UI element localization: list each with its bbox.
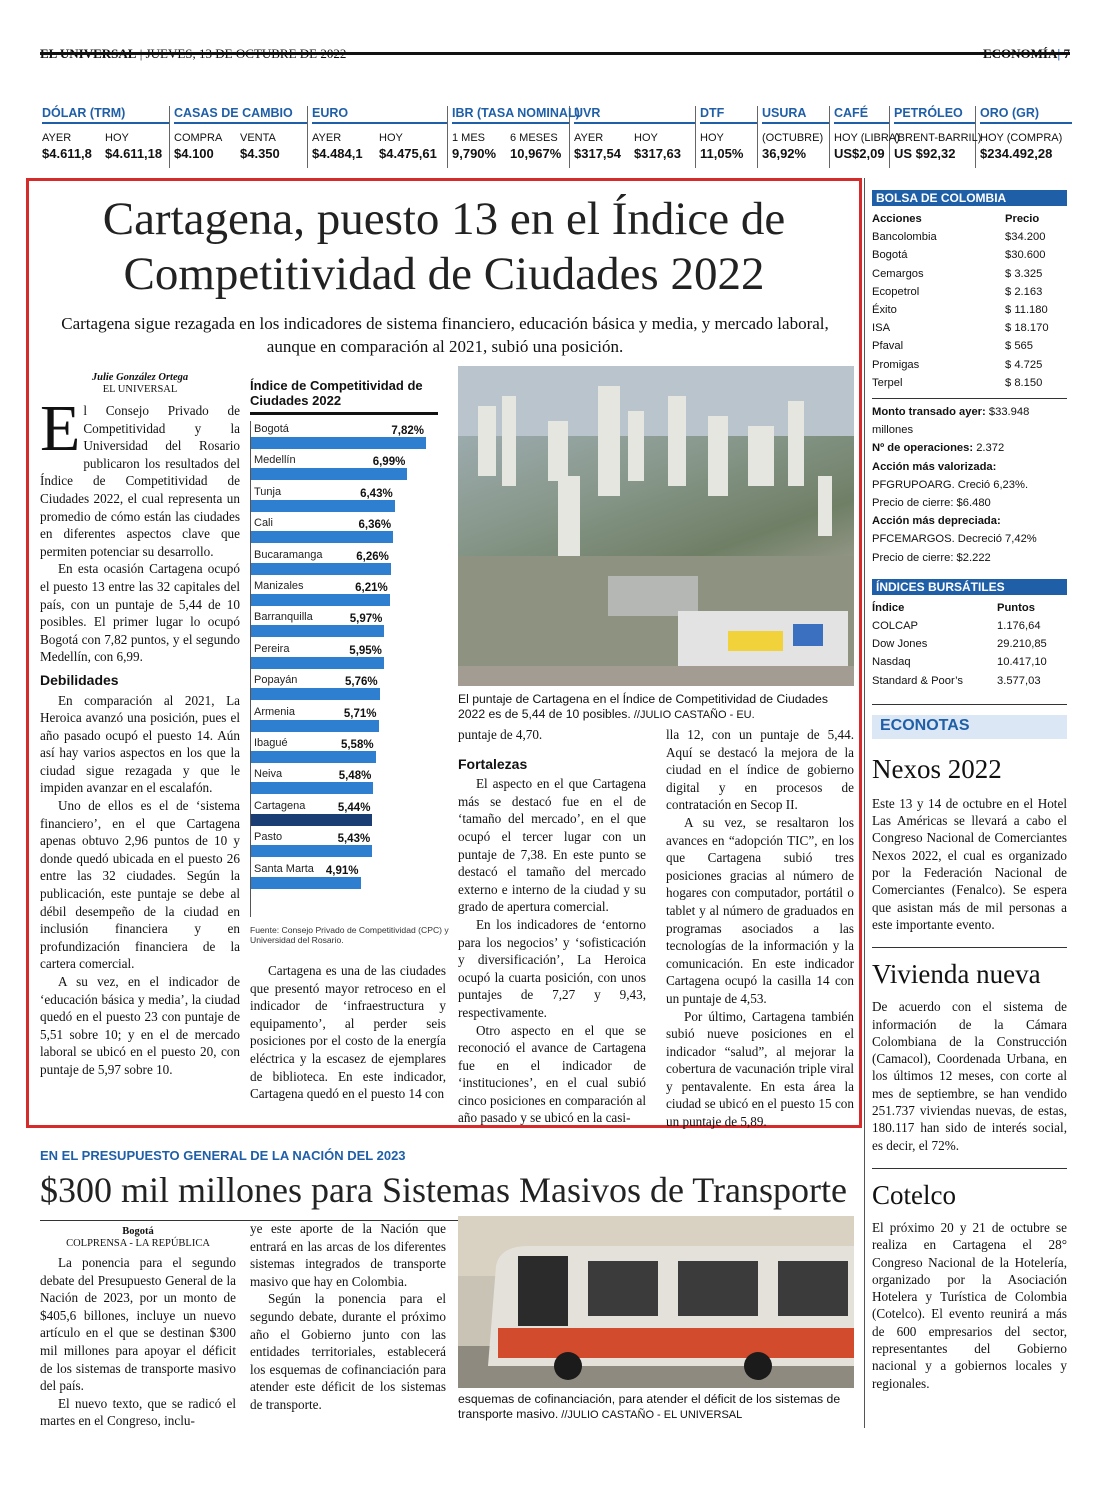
- chart-bar: [250, 877, 361, 889]
- row-name: Standard & Poor’s: [872, 674, 964, 687]
- chart-category-label: Popayán: [254, 674, 298, 687]
- section-name: ECONOMÍA: [982, 46, 1058, 61]
- indicator-values: [174, 146, 307, 161]
- table-row: [872, 337, 1067, 355]
- note-1-title: Nexos 2022: [872, 753, 1002, 784]
- issue-date: JUEVES, 13 DE OCTUBRE DE 2022: [145, 46, 347, 61]
- bolsa-rows: [872, 228, 1067, 392]
- indicator-label: AYER: [312, 132, 342, 144]
- note-2-title: Vivienda nueva: [872, 959, 1041, 990]
- chart-value-label: 5,97%: [338, 613, 384, 625]
- indicator-value: 9,790%: [452, 146, 497, 161]
- row-value: $ 8.150: [1005, 376, 1043, 389]
- chart-bars: [250, 421, 450, 917]
- indicator-label: HOY: [634, 132, 658, 144]
- article-column-1: [40, 372, 240, 1079]
- indicator-labels: [452, 132, 569, 144]
- econotas-block: [872, 704, 1067, 1392]
- row-value: 10.417,10: [997, 656, 1047, 669]
- bolsa-header-row: [872, 210, 1067, 228]
- article-column-4: [666, 726, 854, 1131]
- ops-value: 2.372: [976, 442, 1005, 455]
- bus-illustration: [458, 1216, 854, 1388]
- chart-title: Índice de Competitividad de Ciudades 2022: [250, 378, 423, 408]
- indicator-5: [698, 106, 758, 168]
- indices-table: [872, 599, 1067, 690]
- caption-text: El puntaje de Cartagena en el Índice de Competitividad de Ciudades 2022 es de 5,44 de 10 posibles.: [458, 692, 828, 721]
- chart-bar: [250, 657, 384, 669]
- indicator-title: ORO (GR): [980, 106, 1072, 124]
- indicator-values: [700, 146, 757, 161]
- bus-caption-text: esquemas de cofinanciación, para atender el déficit de los sistemas de transporte masivo.: [458, 1392, 841, 1421]
- chart-category-label: Ibagué: [254, 737, 288, 749]
- chart-value-label: 6,21%: [344, 582, 390, 594]
- second-headline: $300 mil millones para Sistemas Masivos de Transporte: [40, 1170, 847, 1210]
- chart-bar: [250, 625, 384, 637]
- indicator-value: $4.350: [240, 146, 280, 161]
- indicator-label: AYER: [42, 132, 72, 144]
- indicator-title: EURO: [312, 106, 447, 124]
- indicator-9: [978, 106, 1072, 168]
- indicator-label: HOY: [700, 132, 724, 144]
- paragraph-2: En esta ocasión Cartagena ocupó el puesto 13 entre las 32 capitales del país, con un puntaje de 5,44 de 10 posibles. El primer lugar lo ocupó Bogotá con 7,82 puntos, y el segundo Medellín, con 6,99.: [40, 561, 240, 665]
- author-outlet: EL UNIVERSAL: [102, 384, 178, 395]
- note-1-body: Este 13 y 14 de octubre en el Hotel Las Américas se llevará a cabo el Congreso Nacional de Comerciantes Nexos 2022, el cual es organizado por la Federación Nacional de Comerciantes (Fenalco). Se espera que asistan más de mil personas a este importante evento.: [872, 795, 1067, 932]
- chart-bar: [250, 751, 376, 763]
- chart-bar: [250, 468, 407, 480]
- row-value: 3.577,03: [997, 674, 1041, 687]
- valorizada-line-1: PFGRUPOARG. Creció 6,23%.: [872, 478, 1029, 491]
- chart-value-label: 6,99%: [361, 456, 407, 468]
- paragraph-10: Otro aspecto en el que se reconoció el avance de Cartagena fue en el indicador de ‘instituciones’, en el cual subió cinco posiciones en comparación al año pasado y se ubicó en la casi-: [458, 1022, 646, 1126]
- chart-value-label: 6,26%: [345, 551, 391, 563]
- cartagena-aerial-photo: [458, 366, 854, 686]
- indicator-value: US$2,09: [834, 146, 885, 161]
- indicator-values: [312, 146, 447, 161]
- table-row: [872, 653, 1067, 671]
- indices-rows: [872, 617, 1067, 690]
- indicator-label: 1 MES: [452, 132, 486, 144]
- row-name: Pfaval: [872, 340, 904, 353]
- chart-axis: [250, 421, 251, 917]
- table-row: [872, 265, 1067, 283]
- chart-value-label: 6,43%: [349, 488, 395, 500]
- note-3-body: El próximo 20 y 21 de octubre se realiza en Cartagena el 28° Congreso Nacional de la Hotelería, organizado por la Asociación Hotelera y Turística de Colombia (Cotelco). El evento reunirá a más de 600 empresarios del sector, representantes del Gobierno nacional y a gobiernos locales y regionales.: [872, 1219, 1067, 1391]
- drop-cap: E: [40, 392, 81, 465]
- indicator-labels: [980, 132, 1072, 144]
- bolsa-table: [872, 210, 1067, 392]
- indicator-2: [310, 106, 448, 168]
- row-name: Dow Jones: [872, 638, 928, 651]
- table-row: [872, 374, 1067, 392]
- chart-value-label: 5,95%: [338, 645, 384, 657]
- indicator-value: $4.611,18: [105, 146, 163, 161]
- bolsa-summary: [872, 398, 1067, 567]
- row-value: $ 18.170: [1005, 322, 1049, 335]
- row-value: $30.600: [1005, 249, 1046, 262]
- row-name: COLCAP: [872, 620, 919, 633]
- chart-category-label: Bucaramanga: [254, 548, 323, 561]
- indicator-value: $4.475,61: [379, 146, 437, 161]
- indicator-label: HOY: [105, 132, 129, 144]
- indicator-labels: [700, 132, 757, 144]
- second-paragraph-1: La ponencia para el segundo debate del Presupuesto General de la Nación de 2023, por un monto de $405,6 billones, incluye un nuevo artículo en el que se destinan $300 mil millones para apoyar el déficit de los sistemas de transporte masivo del país.: [40, 1255, 236, 1394]
- indicator-values: [452, 146, 569, 161]
- table-row: [872, 617, 1067, 635]
- second-paragraph-3: ye este aporte de la Nación que entrará en las arcas de los diferentes sistemas integrados de transporte masivo que hay en Colombia.: [250, 1221, 446, 1289]
- col-precio: Precio: [1005, 213, 1040, 225]
- indicator-label: HOY (COMPRA): [980, 132, 1063, 144]
- indicator-value: $317,63: [634, 146, 681, 161]
- row-name: Bancolombia: [872, 231, 937, 244]
- indicator-label: COMPRA: [174, 132, 223, 144]
- table-row: [872, 319, 1067, 337]
- table-row: [872, 672, 1067, 690]
- indicator-value: US $92,32: [894, 146, 956, 161]
- indicator-4: [572, 106, 696, 168]
- chart-title-rule: [250, 412, 438, 415]
- chart-category-label: Neiva: [254, 768, 283, 781]
- article-column-3: [458, 726, 646, 1127]
- indicator-3: [450, 106, 580, 168]
- table-row: [872, 635, 1067, 653]
- indicator-label: VENTA: [240, 132, 276, 144]
- note-3-title: Cotelco: [872, 1179, 956, 1210]
- sidebar: [872, 190, 1067, 1392]
- indicator-label: 6 MESES: [510, 132, 558, 144]
- chart-category-label: Pereira: [254, 642, 290, 655]
- table-row: [872, 283, 1067, 301]
- indicator-title: DÓLAR (TRM): [42, 106, 169, 124]
- indicator-title: IBR (TASA NOMINAL): [452, 106, 569, 124]
- paragraph-12: A su vez, se resaltaron los avances en “adopción TIC”, en los que Cartagena subió tres posiciones gracias al número de hogares con computador, portátil o tablet y al número de graduados en programas asociados a las tecnologías de la información y la comunicación. En este indicador Cartagena ocupó la casilla 14 con un puntaje de 4,53.: [666, 814, 854, 1006]
- chart-bar: [250, 563, 391, 575]
- chart-bar: [250, 720, 379, 732]
- row-name: Cemargos: [872, 267, 924, 280]
- article-column-2: [250, 962, 446, 1103]
- subhead-debilidades: Debilidades: [40, 671, 119, 688]
- table-row: [872, 246, 1067, 264]
- monto-value: $33.948 millones: [872, 406, 1030, 437]
- indicator-label: AYER: [574, 132, 604, 144]
- col-indice: Índice: [872, 601, 905, 614]
- chart-bar: [250, 594, 390, 606]
- chart-value-label: 5,76%: [334, 676, 380, 688]
- subhead-fortalezas: Fortalezas: [458, 755, 528, 772]
- chart-bar: [250, 531, 393, 543]
- valorizada-label: Acción más valorizada:: [872, 460, 997, 473]
- row-value: $ 3.325: [1005, 267, 1043, 280]
- second-byline: [40, 1226, 236, 1250]
- chart-category-label: Tunja: [254, 485, 282, 498]
- caption-credit: //JULIO CASTAÑO - EU.: [630, 709, 755, 721]
- indicator-labels: [174, 132, 307, 144]
- author-name: Julie González Ortega: [91, 372, 189, 383]
- table-row: [872, 301, 1067, 319]
- chart-value-label: 4,91%: [315, 865, 361, 877]
- page-number: 7: [1063, 46, 1070, 61]
- row-name: ISA: [872, 322, 891, 335]
- bus-caption: [458, 1392, 854, 1423]
- paragraph-8: El aspecto en el que Cartagena más se destacó fue en el de ‘tamaño del mercado’, en el que ocupó el tercer lugar con un puntaje de 7,38. En este punto se destacó el tamaño del mercado externo e interno de la ciudad y su grado de apertura comercial.: [458, 776, 646, 915]
- indicator-7: [832, 106, 900, 168]
- row-name: Éxito: [872, 304, 897, 317]
- paragraph-1: l Consejo Privado de Competitividad y la Universidad del Rosario publicaron los resultados del Índice de Competitividad de Ciudades 2022, el cual representa un promedio de cómo están las ciudades en diferentes aspectos clave que permiten potenciar su desarrollo.: [40, 403, 240, 559]
- depreciada-line-1: PFCEMARGOS. Decreció 7,42%: [872, 533, 1037, 546]
- chart-bar: [250, 814, 372, 826]
- col-puntos: Puntos: [997, 601, 1035, 614]
- chart-value-label: 5,43%: [326, 833, 372, 845]
- second-paragraph-4: Según la ponencia para el segundo debate, durante el próximo año el Gobierno junto con las entidades territoriales, establecerá los esquemas de cofinanciación para atender este déficit de los sistemas de transporte.: [250, 1291, 446, 1412]
- indicator-labels: [762, 132, 829, 144]
- section-label: ECONOMÍA| 7: [982, 46, 1070, 61]
- indicator-label: HOY: [379, 132, 403, 144]
- chart-value-label: 5,48%: [327, 770, 373, 782]
- sidebar-divider: [864, 178, 865, 1428]
- indicator-values: [762, 146, 829, 161]
- indicator-title: UVR: [574, 106, 695, 124]
- indices-header-row: [872, 599, 1067, 617]
- indicator-8: [892, 106, 982, 168]
- chart-bar: [250, 437, 426, 449]
- indicator-values: [42, 146, 169, 161]
- indicator-title: PETRÓLEO: [894, 106, 975, 124]
- header-rule: [40, 52, 1070, 56]
- row-name: Promigas: [872, 358, 920, 371]
- depreciada-label: Acción más depreciada:: [872, 515, 1001, 528]
- row-name: Bogotá: [872, 249, 908, 262]
- competitiveness-chart: [250, 378, 450, 945]
- chart-category-label: Cartagena: [254, 799, 306, 812]
- ops-label: Nº de operaciones:: [872, 442, 974, 455]
- article-body-1: [40, 392, 240, 1079]
- indicator-labels: [574, 132, 695, 144]
- paragraph-4: Uno de ellos es el de ‘sistema financiero’, en el que Cartagena apenas obtuvo 2,96 puntos de 10 y donde quedó ubicada en el puesto 26 entre las 32 ciudades. Según la publicación, este puntaje se debe al débil desempeño de la ciudad en inclusión financiera y en profundización financiera de la cartera comercial.: [40, 798, 240, 972]
- chart-category-label: Cali: [254, 517, 273, 530]
- chart-bar: [250, 688, 380, 700]
- chart-category-label: Manizales: [254, 580, 304, 592]
- masthead-bar: EL UNIVERSAL | JUEVES, 13 DE OCTUBRE DE 2022: [40, 46, 347, 61]
- indicator-title: DTF: [700, 106, 757, 124]
- indicator-labels: [312, 132, 447, 144]
- chart-source: Fuente: Consejo Privado de Competitividad (CPC) y Universidad del Rosario.: [250, 925, 449, 945]
- paper-name: EL UNIVERSAL: [40, 46, 137, 61]
- indicator-labels: [42, 132, 169, 144]
- row-value: $34.200: [1005, 231, 1046, 244]
- paragraph-5: A su vez, en el indicador de ‘educación básica y media’, la ciudad quedó en el puesto 23 con puntaje de 5,51 sobre 10; y en el de mercado laboral se ubicó en el puesto 20, con puntaje de 5,97 sobre 10.: [40, 974, 240, 1077]
- second-column-1: [40, 1226, 236, 1430]
- chart-category-label: Santa Marta: [254, 862, 314, 875]
- chart-value-label: 5,44%: [326, 802, 372, 814]
- paragraph-9: En los indicadores de ‘entorno para los negocios’ y ‘sofisticación y diversificación’, La Heroica ocupó la cuarta posición, con unos puntajes de 7,27 y 9,43, respectivamente.: [458, 916, 646, 1020]
- paragraph-11: lla 12, con un puntaje de 5,44. Aquí se destacó la mejora de la ciudad en el índice de gobierno digital y en procesos de contratación en Secop II.: [666, 727, 854, 813]
- headline-line-2: Competitividad de Ciudades 2022: [123, 248, 765, 300]
- row-name: Ecopetrol: [872, 285, 920, 298]
- paragraph-13: Por último, Cartagena también subió nueve posiciones en el indicador “salud”, al mejorar la cobertura de vacunación triple viral y pentavalente. En esta área la ciudad se ubicó en el puesto 15 con un puntaje de 5,89.: [666, 1008, 854, 1130]
- col-acciones: Acciones: [872, 213, 922, 225]
- bus-photo: [458, 1216, 854, 1388]
- photo-caption: [458, 692, 854, 723]
- second-body-1: [40, 1254, 236, 1430]
- indicator-6: [760, 106, 830, 168]
- article-deck: Cartagena sigue rezagada en los indicadores de sistema financiero, educación básica y media, y mercado laboral, aunque en comparación al 2021, subió una posición.: [61, 314, 829, 356]
- second-outlet: COLPRENSA - LA REPÚBLICA: [66, 1238, 210, 1249]
- indicator-title: CASAS DE CAMBIO: [174, 106, 307, 124]
- monto-label: Monto transado ayer:: [872, 406, 986, 419]
- indicator-values: [834, 146, 889, 161]
- row-value: $ 2.163: [1005, 285, 1043, 298]
- depreciada-line-2: Precio de cierre: $2.222: [872, 551, 991, 564]
- chart-value-label: 6,36%: [347, 519, 393, 531]
- chart-bar: [250, 500, 395, 512]
- bolsa-title: BOLSA DE COLOMBIA: [872, 190, 1067, 206]
- indicator-values: [574, 146, 695, 161]
- row-name: Nasdaq: [872, 656, 911, 669]
- paragraph-7: puntaje de 4,70.: [458, 727, 543, 742]
- row-name: Terpel: [872, 376, 903, 389]
- indicator-value: $234.492,28: [980, 146, 1053, 161]
- chart-value-label: 7,82%: [380, 425, 426, 437]
- second-column-2: [250, 1220, 446, 1414]
- indicator-value: $4.611,8: [42, 146, 92, 161]
- row-value: 1.176,64: [997, 620, 1041, 633]
- indicator-values: [894, 146, 975, 161]
- row-value: 29.210,85: [997, 638, 1047, 651]
- note-2-body: De acuerdo con el sistema de información de la Cámara Colombiana de la Construcción (Camacol), Coordenada Urbana, en los últimos 12 meses, con corte al mes de septiembre, se han vendido 251.737 viviendas nuevas, de estas, 180.117 han sido de interés social, es decir, el 72%.: [872, 999, 1067, 1153]
- chart-bar: [250, 782, 373, 794]
- indicator-value: 10,967%: [510, 146, 562, 161]
- indicator-values: [980, 146, 1072, 161]
- indicator-label: HOY (LIBRA): [834, 132, 900, 144]
- chart-category-label: Pasto: [254, 831, 283, 844]
- indicator-value: 36,92%: [762, 146, 807, 161]
- chart-value-label: 5,71%: [333, 708, 379, 720]
- article-headline: [36, 192, 852, 302]
- second-place: Bogotá: [122, 1226, 154, 1237]
- row-value: $ 4.725: [1005, 358, 1043, 371]
- chart-category-label: Medellín: [254, 454, 296, 467]
- paragraph-3: En comparación al 2021, La Heroica avanzó una posición, pues el año pasado ocupó el puesto 14. Aún así hay varios aspectos en los que la ciudad sigue rezagada y que le impiden avanzar en el escalafón.: [40, 692, 240, 796]
- city-illustration: [458, 366, 854, 686]
- chart-value-label: 5,58%: [330, 739, 376, 751]
- indicator-1: [172, 106, 308, 168]
- indicator-labels: [894, 132, 982, 144]
- indicator-value: $4.484,1: [312, 146, 363, 161]
- indicator-value: $4.100: [174, 146, 214, 161]
- second-kicker: EN EL PRESUPUESTO GENERAL DE LA NACIÓN DEL 2023: [40, 1148, 406, 1163]
- indicator-0: [40, 106, 170, 168]
- indicator-title: CAFÉ: [834, 106, 889, 124]
- indicator-value: $317,54: [574, 146, 621, 161]
- econotas-title: ECONOTAS: [872, 715, 1067, 739]
- paragraph-6: Cartagena es una de las ciudades que presentó mayor retroceso en el indicador de ‘infraestructura y equipamento’, al perder seis posiciones por el costo de la energía eléctrica y la escasez de ejemplares de biblioteca. En este indicador, Cartagena quedó en el puesto 14 con: [250, 963, 446, 1102]
- indicator-labels: [834, 132, 900, 144]
- bus-caption-credit: //JULIO CASTAÑO - EL UNIVERSAL: [558, 1409, 743, 1421]
- table-row: [872, 228, 1067, 246]
- indicator-label: (BRENT-BARRIL): [894, 132, 982, 144]
- table-row: [872, 356, 1067, 374]
- indicator-label: (OCTUBRE): [762, 132, 824, 144]
- chart-bar: [250, 845, 372, 857]
- chart-category-label: Armenia: [254, 705, 295, 718]
- headline-line-1: Cartagena, puesto 13 en el Índice de: [102, 193, 786, 245]
- valorizada-line-2: Precio de cierre: $6.480: [872, 497, 991, 510]
- row-value: $ 565: [1005, 340, 1033, 353]
- chart-category-label: Barranquilla: [254, 611, 313, 624]
- indices-title: ÍNDICES BURSÁTILES: [872, 579, 1067, 595]
- market-indicators-strip: [40, 106, 1072, 168]
- indicator-value: 11,05%: [700, 146, 744, 161]
- row-value: $ 11.180: [1005, 304, 1048, 317]
- indicator-title: USURA: [762, 106, 829, 124]
- second-paragraph-2: El nuevo texto, que se radicó el martes en el Congreso, inclu-: [40, 1395, 236, 1429]
- chart-category-label: Bogotá: [254, 423, 289, 435]
